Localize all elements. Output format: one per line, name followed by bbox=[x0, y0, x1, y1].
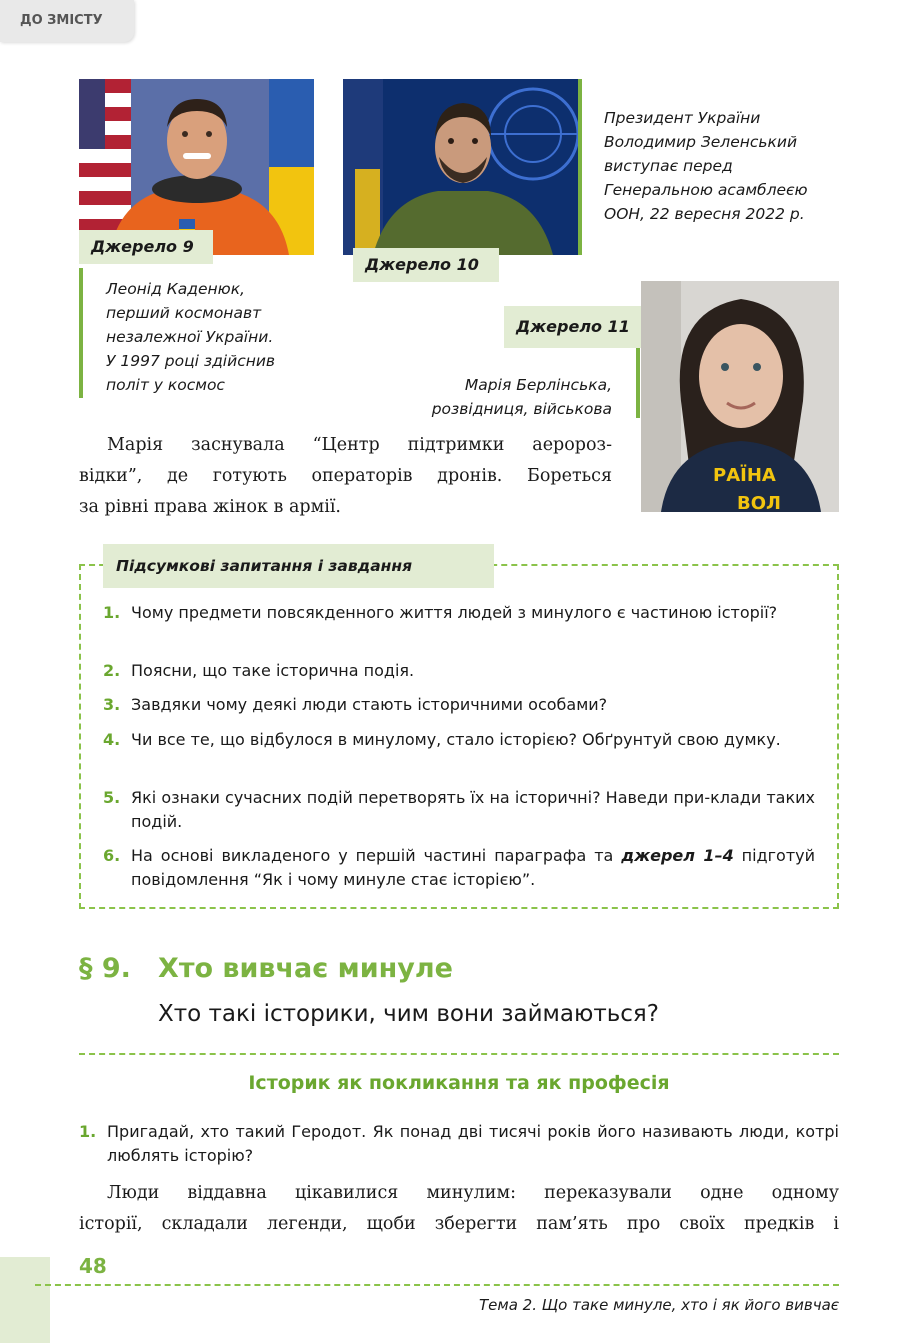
caption-berlinska bbox=[380, 373, 612, 421]
section-subtitle: Хто такі історики, чим вони займаються? bbox=[158, 1001, 659, 1027]
question-item bbox=[103, 693, 815, 717]
footer-topic: Тема 2. Що таке минуле, хто і як його вивчає bbox=[479, 1296, 839, 1314]
question-number: 1. bbox=[103, 603, 121, 622]
svg-text:ВОЛ: ВОЛ bbox=[737, 493, 781, 512]
footer-divider bbox=[35, 1284, 839, 1286]
text-line: Марія заснувала “Центр підтримки аеророз- bbox=[107, 435, 612, 455]
berlinska-paragraph bbox=[79, 430, 612, 523]
question-text: Поясни, що таке історична подія. bbox=[131, 661, 415, 680]
question-text bbox=[131, 844, 815, 892]
caption-zelensky bbox=[604, 106, 854, 226]
caption-line: У 1997 році здійснив bbox=[106, 352, 276, 370]
photo-zelensky bbox=[343, 79, 578, 255]
caption-kadenyuk bbox=[106, 277, 326, 397]
caption-11-rule bbox=[636, 348, 640, 418]
page-number: 48 bbox=[79, 1254, 107, 1278]
question-number: 5. bbox=[103, 788, 121, 807]
photo-10-rule bbox=[578, 79, 582, 255]
question-number: 6. bbox=[103, 846, 121, 865]
caption-line: Президент України bbox=[604, 109, 761, 127]
question-number: 2. bbox=[103, 661, 121, 680]
text-line: відки”, де готують операторів дронів. Бореться bbox=[79, 466, 612, 486]
caption-line: виступає перед bbox=[604, 157, 733, 175]
text-line: Люди віддавна цікавилися минулим: переказували одне одному bbox=[107, 1183, 839, 1203]
section-subheading: Історик як покликання та як професія bbox=[248, 1072, 670, 1094]
question-number: 4. bbox=[103, 730, 121, 749]
caption-line: Генеральною асамблеєю bbox=[604, 181, 808, 199]
section-number: § 9. bbox=[79, 953, 131, 984]
task-item bbox=[79, 1120, 839, 1168]
question-text-part: На основі викладеного у першій частині параграфа та bbox=[131, 846, 622, 865]
question-number: 3. bbox=[103, 695, 121, 714]
question-item bbox=[103, 786, 815, 834]
photo-berlinska bbox=[641, 281, 839, 512]
svg-text:РАЇНА: РАЇНА bbox=[713, 465, 776, 486]
task-number: 1. bbox=[79, 1122, 97, 1141]
question-text: Завдяки чому деякі люди стають історичними особами? bbox=[131, 695, 608, 714]
source-9-label: Джерело 9 bbox=[79, 230, 213, 264]
caption-9-rule bbox=[79, 268, 83, 398]
question-item bbox=[103, 659, 815, 683]
task-text: Пригадай, хто такий Геродот. Як понад дві тисячі років його називають люди, котрі люблять історію? bbox=[107, 1122, 839, 1165]
question-text: Чому предмети повсякденного життя людей з минулого є частиною історії? bbox=[131, 603, 778, 622]
page-corner-block bbox=[0, 1257, 50, 1343]
question-text: Які ознаки сучасних подій перетворять їх на історичні? Наведи при-клади таких подій. bbox=[131, 788, 815, 831]
section-title: Хто вивчає минуле bbox=[158, 953, 453, 984]
caption-line: розвідниця, військова bbox=[431, 400, 612, 418]
caption-line: політ у космос bbox=[106, 376, 225, 394]
text-line: історії, складали легенди, щоби зберегти пам’ять про своїх предків і bbox=[79, 1214, 839, 1234]
caption-line: ООН, 22 вересня 2022 р. bbox=[604, 205, 805, 223]
source-10-label: Джерело 10 bbox=[353, 248, 499, 282]
section-paragraph bbox=[79, 1178, 839, 1240]
caption-line: Леонід Каденюк, bbox=[106, 280, 245, 298]
toc-link[interactable]: ДО ЗМІСТУ bbox=[0, 0, 134, 42]
caption-line: Марія Берлінська, bbox=[464, 376, 612, 394]
question-item bbox=[103, 601, 815, 625]
text-line: за рівні права жінок в армії. bbox=[79, 497, 341, 517]
section-divider bbox=[79, 1053, 839, 1055]
question-text-part: підготуй повідомлення “Як і чому минуле стає історією”. bbox=[131, 846, 815, 889]
photo-kadenyuk bbox=[79, 79, 314, 255]
question-item bbox=[103, 844, 815, 892]
sources-reference: джерел 1–4 bbox=[621, 846, 734, 865]
caption-line: незалежної України. bbox=[106, 328, 274, 346]
source-11-label: Джерело 11 bbox=[504, 306, 650, 348]
summary-title: Підсумкові запитання і завдання bbox=[103, 544, 494, 588]
caption-line: перший космонавт bbox=[106, 304, 262, 322]
caption-line: Володимир Зеленський bbox=[604, 133, 798, 151]
question-text: Чи все те, що відбулося в минулому, стало історією? Обґрунтуй свою думку. bbox=[131, 730, 781, 749]
question-item bbox=[103, 728, 815, 752]
